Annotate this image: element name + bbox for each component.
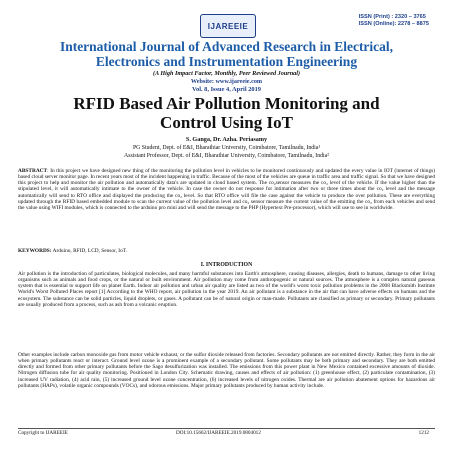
intro-paragraph-2: Other examples include carbon monoxide gas from motor vehicle exhaust, or the sulfur dioxide released from factories. Secondary pollutants are not emitted directly. Rather, they form in the air when primary pollutants react or interact. Ground level ozone is a prominent example of a secondary pollutant. Some pollutants may be both primary and secondary. They are both emitted directly and formed from other primary pollutants before the Sago desulfurization was installed. The emissions from this power plant in New Mexico contained excessive amounts of dioxide. Nitrogen diffusion tube for air quality monitoring. Positioned in London City. Schematic drawing, causes and effects of air pollution: (1) greenhouse effect, (2) particulate contamination, (3) increased UV radiation, (4) acid rain, (5) increased ground level ozone concentration, (6) increased levels of nitrogen oxides. Thermal are air pollution abatement options for hazardous air pollutants (HAPs), volatile organic compounds (VOCs), and odorous emissions. Major primary pollutants produced by human activity include. [18, 352, 435, 389]
paper-title-line2: Control Using IoT [160, 112, 293, 132]
keywords [18, 248, 435, 254]
intro-paragraph-1: Air pollution is the introduction of particulates, biological molecules, and many harmful substances into Earth's atmosphere, causing diseases, allergies, death to humans, damage to other living organisms such as animals and food crops, or the natural or built environment. Air pollution may come from anthropogenic or natural sources. The atmosphere is a complex natural gaseous system that is essential to support life on planet Earth. Indoor air pollution and urban air quality are listed as two of the world's worst toxic pollution problems in the 2008 Blacksmith Institute World's Worst Polluted Places report [1] According to the WHO report, air pollution in the year 2019. An air pollutant is a substance in the air that can have adverse effects on humans and the ecosystem. The substance can be solid particles, liquid droplets, or gases. A pollutant can be of natural origin or man-made. Pollutants are classified as primary or secondary. Primary pollutants are usually produced from a process, such as ash from a volcanic eruption. [18, 271, 435, 308]
abstract-label: ABSTRACT [18, 168, 48, 174]
abstract-text: : In this project we have designed new thing of the monitoring the pollution level in vehicles to be monitored continuously and updated the every value in IOT (internet of things) based cloud server monitor page. In recent years most of the incident happening in traffic. Because of the most of the vehicles are queue in traffic area and traffic signal. So that we have designed this project to help and monitor the air pollution and automatically data's are updated in cloud based system. The co₂sensor measures the co₂ level of the vehicle. If the value higher than the stipulated level, it will automatically intimate to the owner of the vehicle. In case the owner do not response for intimation after two or three times about the co₂ level and the message automatically will send to RTO office and displayed the producing the co₂ level. So that RTO office will file the case against the vehicle to produce the over pollution. These are everything updated through the RFID based embedded module to scan the current value of the pollution level and co₂ sensor measure the current value of the emitting the co₂ from each vehicles and send the value using WIFI modules, which is connected to the arduino pro mini and will send the message to the PHP (Hypertext Pre-processor), which will use to see in worldwide. [18, 168, 435, 211]
keywords-text: Arduino, RFID, LCD, Sensor, IoT. [51, 248, 127, 254]
affiliation-2: Assistant Professor, Dept. of E&I, Bharathiar University, Coimbatore, Tamilnadu, India² [124, 153, 329, 159]
journal-title-line1: International Journal of Advanced Research in Electrical, [59, 39, 394, 54]
journal-website-link[interactable]: Website: www.ijareeie.com [190, 78, 263, 85]
journal-logo [200, 14, 256, 38]
issn-online: ISSN (Online): 2278 – 8875 [358, 21, 429, 27]
footer-divider [18, 428, 435, 429]
issn-block [359, 14, 429, 28]
footer-doi[interactable]: DOI:10.15662/IJAREEIE.2019.0804012 [176, 430, 261, 436]
affiliation-1: PG Student, Dept. of E&I, Bharathiar University, Coimbatore, Tamilnadu, India¹ [132, 145, 321, 151]
footer-page-number: 1212 [418, 430, 429, 436]
journal-subtitle: (A High Impact Factor, Monthly, Peer Reviewed Journal) [152, 70, 301, 77]
paper-title [20, 95, 433, 132]
issn-print: ISSN (Print) : 2320 – 3765 [358, 14, 426, 20]
keywords-label: KEYWORDS: [18, 248, 52, 254]
authors: S. Ganga, Dr. Azha. Periasamy [185, 136, 268, 143]
volume-issue: Vol. 8, Issue 4, April 2019 [191, 86, 261, 93]
abstract [18, 168, 435, 211]
section-heading-introduction: I. INTRODUCTION [200, 262, 253, 268]
footer-copyright: Copyright to IJAREEIE [18, 430, 68, 436]
journal-title [10, 40, 443, 69]
journal-title-line2: Electronics and Instrumentation Engineering [95, 53, 358, 69]
logo-text: IJAREEIE [207, 21, 249, 31]
paper-title-line1: RFID Based Air Pollution Monitoring and [73, 94, 380, 113]
